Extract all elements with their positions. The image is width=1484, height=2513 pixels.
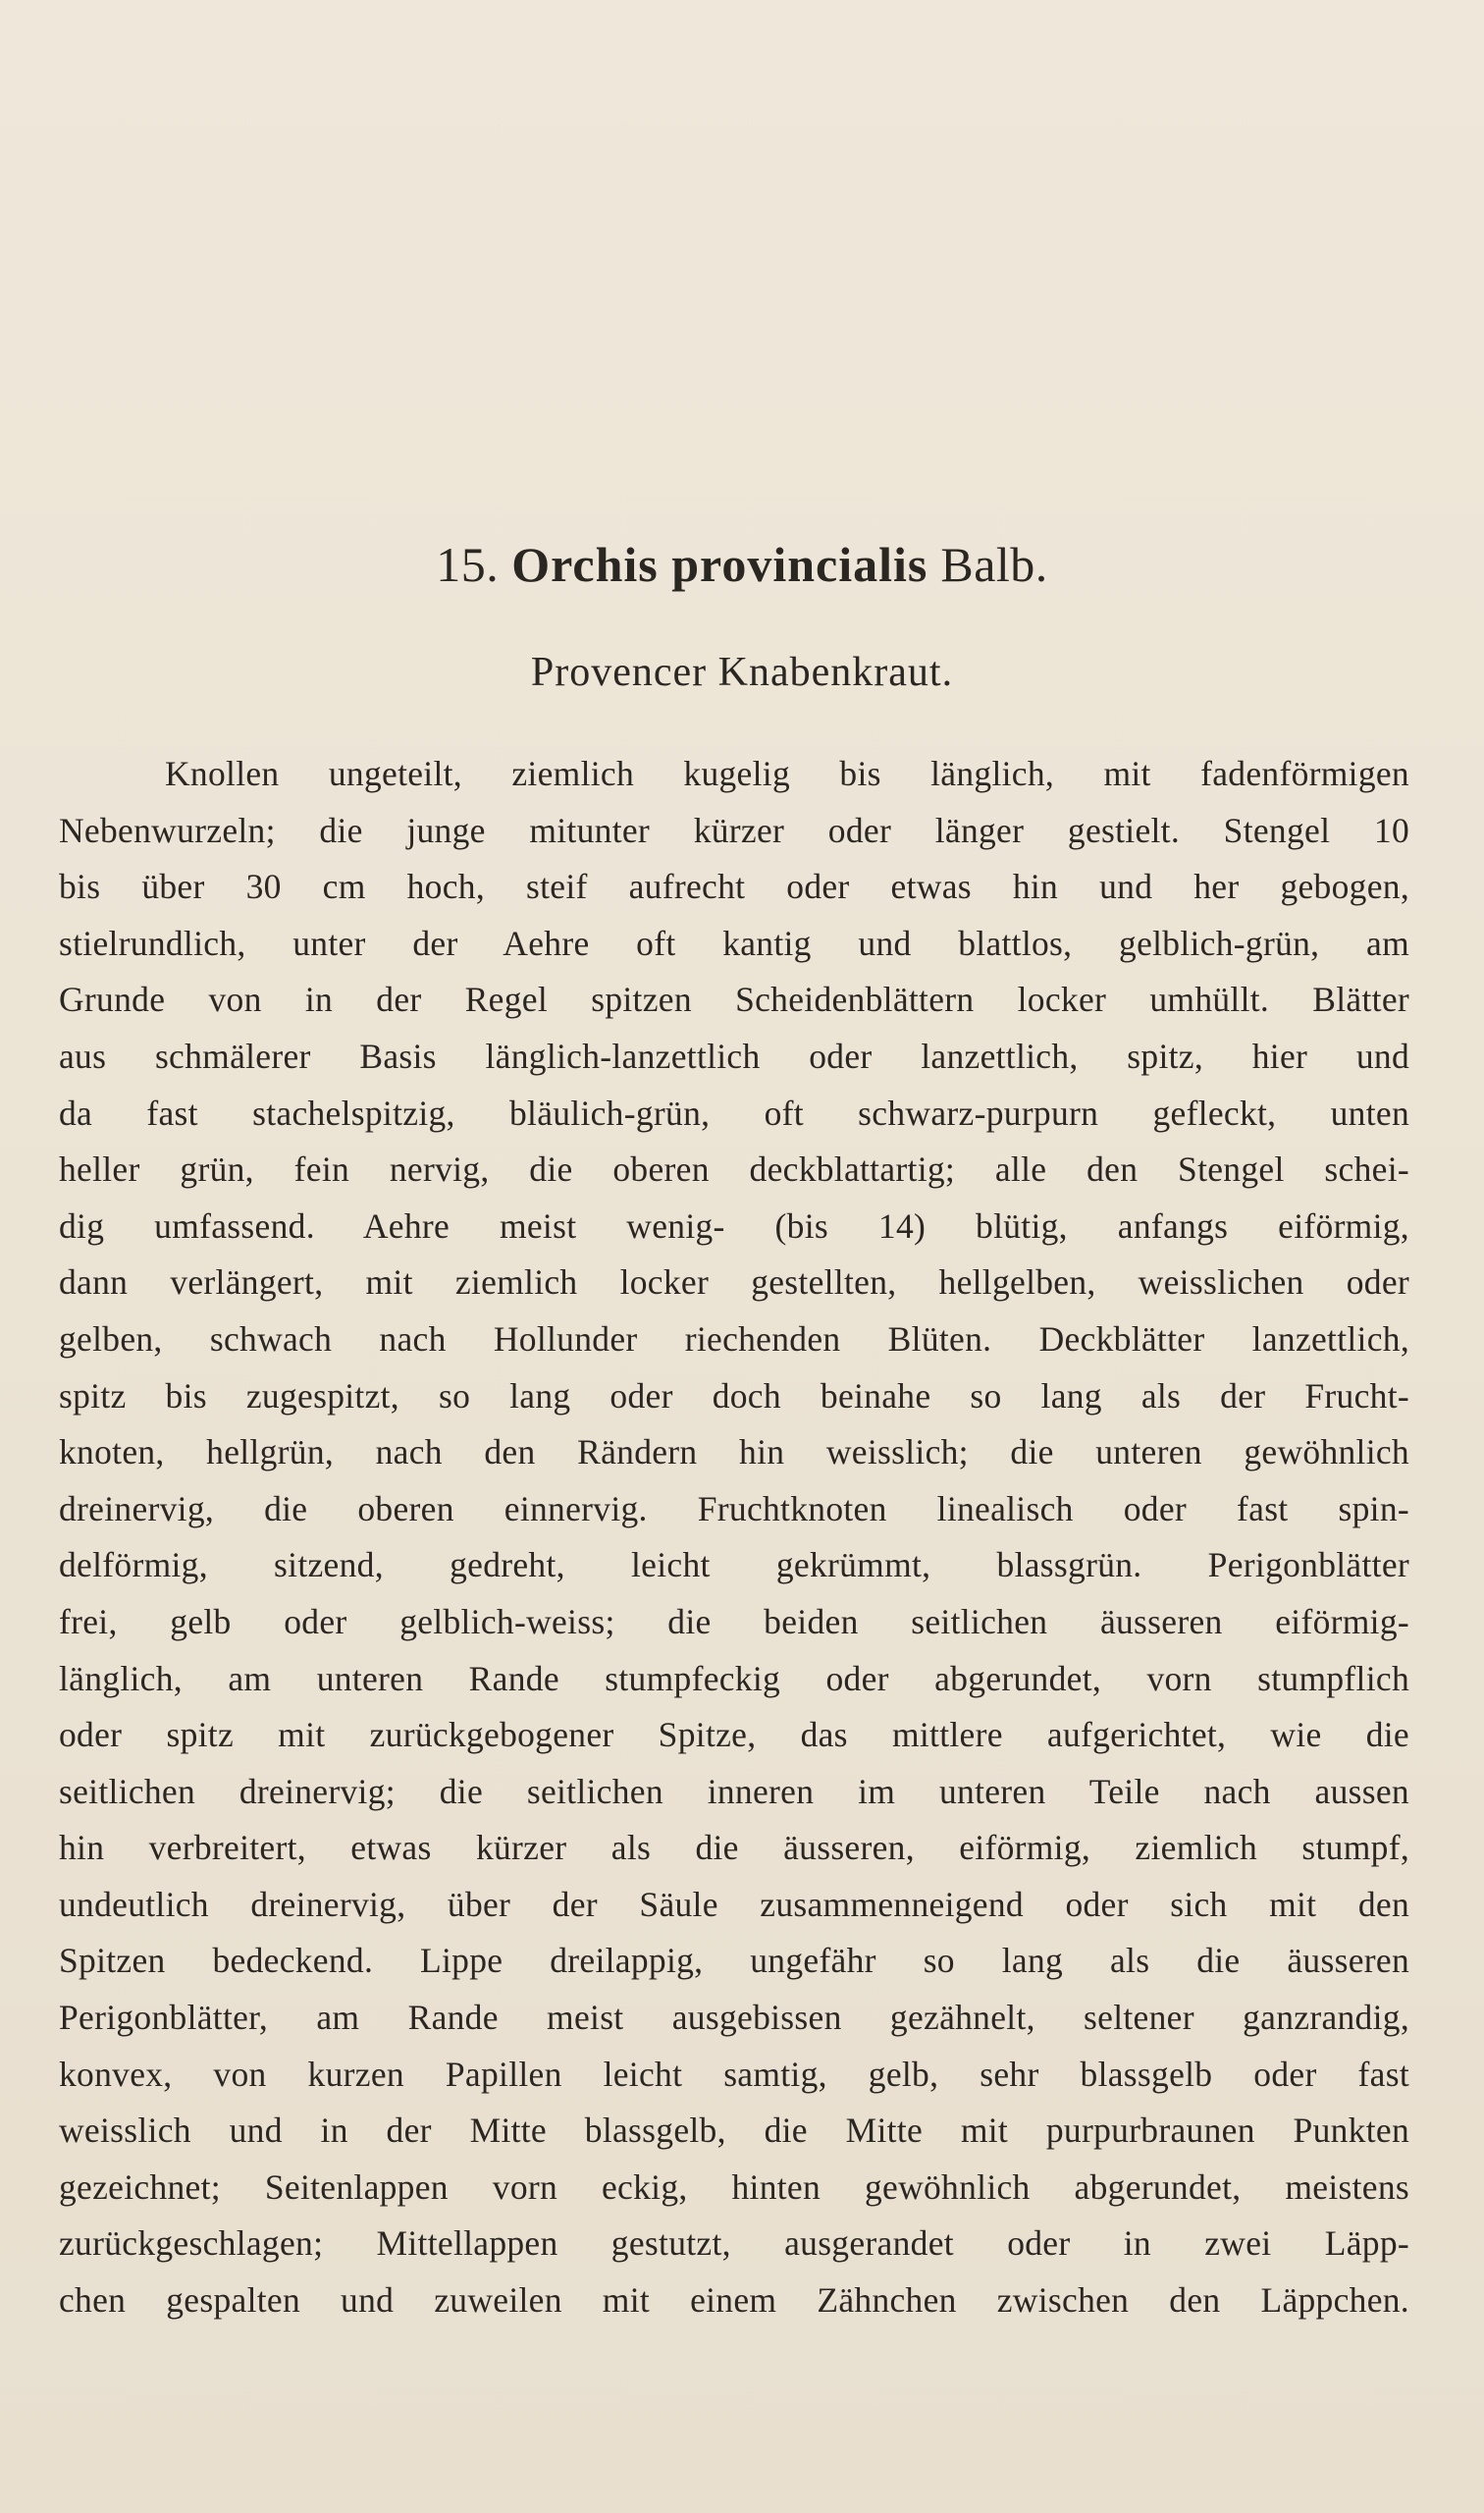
text-line: frei, gelb oder gelblich-weiss; die beiden seitlichen äusseren eiförmig- [59, 1601, 1409, 1641]
text-line: stielrundlich, unter der Aehre oft kantig und blattlos, gelblich-grün, am [59, 923, 1409, 963]
text-line: spitz bis zugespitzt, so lang oder doch beinahe so lang als der Frucht- [59, 1375, 1409, 1416]
species-name: Orchis provincialis [511, 537, 928, 592]
text-line: oder spitz mit zurückgebogener Spitze, das mittlere aufgerichtet, wie die [59, 1715, 1409, 1755]
text-line: knoten, hellgrün, nach den Rändern hin weisslich; die unteren gewöhnlich [59, 1432, 1409, 1472]
text-line: hin verbreitert, etwas kürzer als die äusseren, eiförmig, ziemlich stumpf, [59, 1828, 1409, 1868]
text-line: zurückgeschlagen; Mittellappen gestutzt, ausgerandet oder in zwei Läpp- [59, 2223, 1409, 2264]
text-line: Grunde von in der Regel spitzen Scheidenblättern locker umhüllt. Blätter [59, 980, 1409, 1020]
text-line: Nebenwurzeln; die junge mitunter kürzer oder länger gestielt. Stengel 10 [59, 810, 1409, 850]
common-name: Provencer Knabenkraut. [530, 650, 954, 695]
text-line: dig umfassend. Aehre meist wenig- (bis 14) blütig, anfangs eiförmig, [59, 1205, 1409, 1246]
text-line: dreinervig, die oberen einnervig. Fruchtknoten linealisch oder fast spin- [59, 1488, 1409, 1528]
species-number: 15. [436, 537, 500, 592]
text-line: chen gespalten und zuweilen mit einem Zähnchen zwischen den Läppchen. [59, 2280, 1409, 2321]
text-line: gezeichnet; Seitenlappen vorn eckig, hinten gewöhnlich abgerundet, meistens [59, 2166, 1409, 2207]
text-line: delförmig, sitzend, gedreht, leicht gekrümmt, blassgrün. Perigonblätter [59, 1545, 1409, 1585]
text-line: dann verlängert, mit ziemlich locker gestellten, hellgelben, weisslichen oder [59, 1262, 1409, 1303]
text-line: Spitzen bedeckend. Lippe dreilappig, ungefähr so lang als die äusseren [59, 1941, 1409, 1981]
text-line: bis über 30 cm hoch, steif aufrecht oder etwas hin und her gebogen, [59, 867, 1409, 907]
text-line: weisslich und in der Mitte blassgelb, die Mitte mit purpurbraunen Punkten [59, 2111, 1409, 2151]
text-line: aus schmälerer Basis länglich-lanzettlich oder lanzettlich, spitz, hier und [59, 1036, 1409, 1076]
text-line: Perigonblätter, am Rande meist ausgebissen gezähnelt, seltener ganzrandig, [59, 1998, 1409, 2038]
text-line: heller grün, fein nervig, die oberen deckblattartig; alle den Stengel schei- [59, 1150, 1409, 1190]
text-line: seitlichen dreinervig; die seitlichen inneren im unteren Teile nach aussen [59, 1771, 1409, 1811]
species-author: Balb. [940, 537, 1048, 592]
species-heading [0, 530, 1484, 599]
text-line: Knollen ungeteilt, ziemlich kugelig bis länglich, mit fadenförmigen [165, 754, 1409, 793]
text-line: konvex, von kurzen Papillen leicht samtig, gelb, sehr blassgelb oder fast [59, 2054, 1409, 2094]
text-line: da fast stachelspitzig, bläulich-grün, oft schwarz-purpurn gefleckt, unten [59, 1093, 1409, 1133]
text-line: gelben, schwach nach Hollunder riechenden Blüten. Deckblätter lanzettlich, [59, 1318, 1409, 1359]
text-line: länglich, am unteren Rande stumpfeckig oder abgerundet, vorn stumpflich [59, 1658, 1409, 1698]
text-line: undeutlich dreinervig, über der Säule zusammenneigend oder sich mit den [59, 1884, 1409, 1924]
description-text [59, 746, 1409, 2329]
